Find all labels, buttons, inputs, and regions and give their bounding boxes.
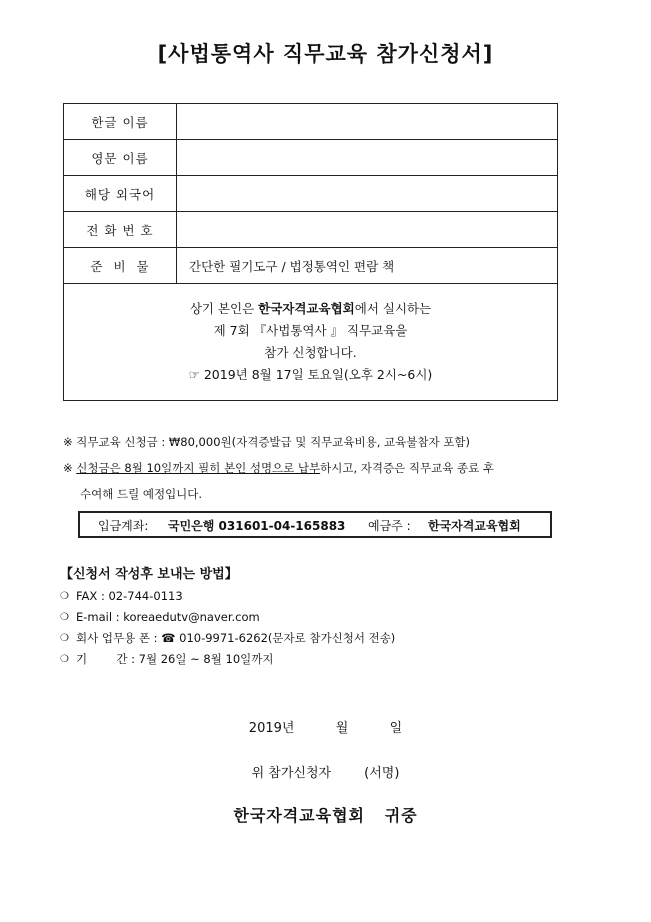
- deadline-note: ※ 신청금은 8월 10일까지 필히 본인 성명으로 납부하시고, 자격증은 직무교육 종료 후: [63, 461, 494, 475]
- account-holder: 한국자격교육협회: [428, 519, 521, 533]
- label-korean-name: 한글 이름: [64, 104, 177, 140]
- date-line: 2019년 월 일: [248, 721, 403, 736]
- form-row-english-name: [64, 140, 558, 176]
- account-number: 국민은행 031601-04-165883: [168, 519, 346, 533]
- statement-line-2: 제 7회 『사법통역사 』 직무교육을: [213, 323, 408, 338]
- label-english-name: 영문 이름: [64, 140, 177, 176]
- page-title: [사법통역사 직무교육 참가신청서]: [157, 42, 494, 66]
- label-phone: 전 화 번 호: [64, 212, 177, 248]
- notes-section: [63, 429, 583, 507]
- account-label: 입금계좌:: [98, 519, 149, 533]
- method-item-email: ❍ E-mail : koreaedutv@naver.com: [60, 607, 580, 628]
- label-language: 해당 외국어: [64, 176, 177, 212]
- recipient-line: 한국자격교육협회 귀중: [233, 806, 418, 825]
- label-supplies: 준 비 물: [64, 248, 177, 284]
- form-row-language: [64, 176, 558, 212]
- org-name-bold: 한국자격교육협회: [258, 301, 355, 316]
- value-supplies: 간단한 필기도구 / 법정통역인 편람 책: [177, 248, 558, 284]
- circle-bullet-icon: ❍: [60, 612, 69, 623]
- methods-list: [60, 586, 580, 670]
- circle-bullet-icon: ❍: [60, 591, 69, 602]
- deadline-note-line-2: 수여해 드릴 예정입니다.: [80, 487, 203, 501]
- form-row-korean-name: [64, 104, 558, 140]
- form-row-statement: [64, 284, 558, 401]
- method-item-phone: ❍ 회사 업무용 폰 : ☎ 010-9971-6262(문자로 참가신청서 전송): [60, 628, 580, 649]
- deadline-underlined-text: 신청금은 8월 10일까지 필히 본인 성명으로 납부: [76, 461, 321, 475]
- method-item-period: ❍ 기 간 : 7월 26일 ~ 8월 10일까지: [60, 649, 580, 670]
- account-box: [78, 511, 552, 538]
- field-language[interactable]: [177, 176, 558, 212]
- statement-line-4: ☞ 2019년 8월 17일 토요일(오후 2시~6시): [188, 367, 433, 382]
- field-english-name[interactable]: [177, 140, 558, 176]
- method-item-fax: ❍ FAX : 02-744-0113: [60, 586, 580, 607]
- application-form-table: [63, 103, 558, 401]
- field-phone[interactable]: [177, 212, 558, 248]
- statement-line-3: 참가 신청합니다.: [264, 345, 357, 360]
- form-row-supplies: [64, 248, 558, 284]
- form-row-phone: [64, 212, 558, 248]
- fee-note: ※ 직무교육 신청금 : ₩80,000원(자격증발급 및 직무교육비용, 교육불참자 포함): [63, 435, 470, 449]
- statement-block: [64, 284, 558, 401]
- statement-line-1: 상기 본인은 한국자격교육협회에서 실시하는: [189, 301, 432, 316]
- applicant-signature-line: 위 참가신청자 (서명): [251, 766, 400, 781]
- field-korean-name[interactable]: [177, 104, 558, 140]
- methods-title: 【신청서 작성후 보내는 방법】: [60, 567, 238, 582]
- circle-bullet-icon: ❍: [60, 633, 69, 644]
- account-holder-label: 예금주 :: [368, 519, 411, 533]
- circle-bullet-icon: ❍: [60, 654, 69, 665]
